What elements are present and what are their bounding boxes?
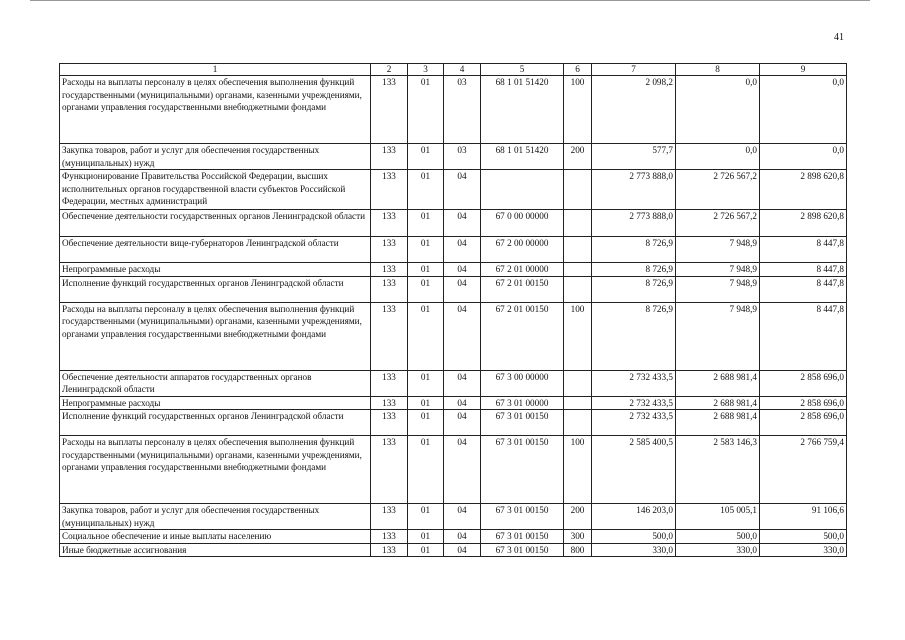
amount-year2-cell: 2 583 146,3 (676, 436, 760, 504)
target-article-cell: 67 3 00 00000 (481, 370, 564, 396)
target-article-cell: 67 2 01 00150 (481, 276, 564, 302)
amount-year2-cell: 7 948,9 (676, 302, 760, 370)
item-name-cell: Непрограммные расходы (60, 263, 371, 277)
section-code-cell: 01 (408, 370, 444, 396)
ministry-code-cell: 133 (371, 263, 408, 277)
amount-year3-cell: 2 858 696,0 (760, 370, 847, 396)
table-row (60, 276, 847, 302)
ministry-code-cell: 133 (371, 170, 408, 210)
amount-year1-cell: 330,0 (592, 543, 676, 557)
section-code-cell: 01 (408, 543, 444, 557)
expense-type-cell (564, 210, 592, 237)
amount-year1-cell: 500,0 (592, 530, 676, 544)
table-row (60, 370, 847, 396)
amount-year2-cell: 2 688 981,4 (676, 370, 760, 396)
table-row (60, 144, 847, 170)
section-code-cell: 01 (408, 210, 444, 237)
amount-year2-cell: 2 726 567,2 (676, 210, 760, 237)
expense-type-cell: 100 (564, 436, 592, 504)
expense-type-cell: 800 (564, 543, 592, 557)
amount-year1-cell: 577,7 (592, 144, 676, 170)
budget-table (59, 63, 847, 557)
expense-type-cell: 200 (564, 504, 592, 530)
table-row (60, 302, 847, 370)
section-code-cell: 01 (408, 504, 444, 530)
expense-type-cell (564, 276, 592, 302)
amount-year3-cell: 2 858 696,0 (760, 396, 847, 410)
table-row (60, 410, 847, 436)
expense-type-cell: 300 (564, 530, 592, 544)
item-name-cell: Непрограммные расходы (60, 396, 371, 410)
target-article-cell: 67 2 01 00000 (481, 263, 564, 277)
target-article-cell: 67 0 00 00000 (481, 210, 564, 237)
header-cell: 8 (676, 64, 760, 76)
item-name-cell: Расходы на выплаты персоналу в целях обеспечения выполнения функций государственными (муниципальными) органами, казенными учреждениями, органами управления государственными внебюджетными фондами (60, 436, 371, 504)
ministry-code-cell: 133 (371, 76, 408, 144)
section-code-cell: 01 (408, 436, 444, 504)
amount-year2-cell: 2 726 567,2 (676, 170, 760, 210)
item-name-cell: Закупка товаров, работ и услуг для обеспечения государственных (муниципальных) нужд (60, 144, 371, 170)
amount-year2-cell: 0,0 (676, 76, 760, 144)
subsection-code-cell: 04 (444, 410, 481, 436)
item-name-cell: Исполнение функций государственных органов Ленинградской области (60, 276, 371, 302)
target-article-cell: 67 3 01 00150 (481, 504, 564, 530)
amount-year2-cell: 7 948,9 (676, 276, 760, 302)
target-article-cell: 67 3 01 00150 (481, 410, 564, 436)
target-article-cell: 68 1 01 51420 (481, 76, 564, 144)
table-row (60, 76, 847, 144)
item-name-cell: Исполнение функций государственных органов Ленинградской области (60, 410, 371, 436)
subsection-code-cell: 04 (444, 530, 481, 544)
expense-type-cell (564, 370, 592, 396)
top-rule (30, 0, 870, 1)
subsection-code-cell: 04 (444, 210, 481, 237)
header-cell: 4 (444, 64, 481, 76)
amount-year3-cell: 8 447,8 (760, 276, 847, 302)
ministry-code-cell: 133 (371, 436, 408, 504)
table-row (60, 170, 847, 210)
target-article-cell: 67 3 01 00000 (481, 396, 564, 410)
amount-year2-cell: 330,0 (676, 543, 760, 557)
subsection-code-cell: 04 (444, 543, 481, 557)
table-row (60, 237, 847, 263)
amount-year1-cell: 2 585 400,5 (592, 436, 676, 504)
subsection-code-cell: 03 (444, 144, 481, 170)
amount-year1-cell: 8 726,9 (592, 263, 676, 277)
amount-year2-cell: 7 948,9 (676, 237, 760, 263)
section-code-cell: 01 (408, 170, 444, 210)
ministry-code-cell: 133 (371, 396, 408, 410)
amount-year2-cell: 0,0 (676, 144, 760, 170)
ministry-code-cell: 133 (371, 504, 408, 530)
item-name-cell: Обеспечение деятельности вице-губернаторов Ленинградской области (60, 237, 371, 263)
header-row (60, 64, 847, 76)
header-cell: 3 (408, 64, 444, 76)
item-name-cell: Расходы на выплаты персоналу в целях обеспечения выполнения функций государственными (муниципальными) органами, казенными учреждениями, органами управления государственными внебюджетными фондами (60, 302, 371, 370)
subsection-code-cell: 04 (444, 302, 481, 370)
section-code-cell: 01 (408, 237, 444, 263)
amount-year1-cell: 2 773 888,0 (592, 210, 676, 237)
item-name-cell: Обеспечение деятельности государственных органов Ленинградской области (60, 210, 371, 237)
amount-year3-cell: 0,0 (760, 76, 847, 144)
ministry-code-cell: 133 (371, 410, 408, 436)
table-row (60, 543, 847, 557)
amount-year1-cell: 8 726,9 (592, 237, 676, 263)
header-cell: 1 (60, 64, 371, 76)
section-code-cell: 01 (408, 530, 444, 544)
item-name-cell: Расходы на выплаты персоналу в целях обеспечения выполнения функций государственными (муниципальными) органами, казенными учреждениями, органами управления государственными внебюджетными фондами (60, 76, 371, 144)
amount-year1-cell: 146 203,0 (592, 504, 676, 530)
table-row (60, 436, 847, 504)
ministry-code-cell: 133 (371, 276, 408, 302)
subsection-code-cell: 04 (444, 396, 481, 410)
item-name-cell: Социальное обеспечение и иные выплаты населению (60, 530, 371, 544)
ministry-code-cell: 133 (371, 530, 408, 544)
ministry-code-cell: 133 (371, 370, 408, 396)
table-row (60, 396, 847, 410)
amount-year3-cell: 2 898 620,8 (760, 210, 847, 237)
target-article-cell: 67 3 01 00150 (481, 543, 564, 557)
target-article-cell: 67 3 01 00150 (481, 436, 564, 504)
item-name-cell: Обеспечение деятельности аппаратов государственных органов Ленинградской области (60, 370, 371, 396)
table-row (60, 263, 847, 277)
target-article-cell: 68 1 01 51420 (481, 144, 564, 170)
section-code-cell: 01 (408, 410, 444, 436)
subsection-code-cell: 04 (444, 276, 481, 302)
amount-year2-cell: 7 948,9 (676, 263, 760, 277)
table-row (60, 504, 847, 530)
header-cell: 9 (760, 64, 847, 76)
amount-year3-cell: 2 898 620,8 (760, 170, 847, 210)
expense-type-cell: 200 (564, 144, 592, 170)
section-code-cell: 01 (408, 263, 444, 277)
amount-year3-cell: 8 447,8 (760, 302, 847, 370)
subsection-code-cell: 03 (444, 76, 481, 144)
amount-year1-cell: 2 732 433,5 (592, 370, 676, 396)
expense-type-cell (564, 170, 592, 210)
expense-type-cell (564, 396, 592, 410)
header-cell: 2 (371, 64, 408, 76)
subsection-code-cell: 04 (444, 170, 481, 210)
amount-year1-cell: 2 732 433,5 (592, 410, 676, 436)
header-cell: 5 (481, 64, 564, 76)
amount-year3-cell: 0,0 (760, 144, 847, 170)
amount-year2-cell: 2 688 981,4 (676, 396, 760, 410)
target-article-cell: 67 2 01 00150 (481, 302, 564, 370)
amount-year2-cell: 2 688 981,4 (676, 410, 760, 436)
section-code-cell: 01 (408, 76, 444, 144)
amount-year1-cell: 2 098,2 (592, 76, 676, 144)
expense-type-cell: 100 (564, 76, 592, 144)
amount-year1-cell: 2 773 888,0 (592, 170, 676, 210)
amount-year1-cell: 8 726,9 (592, 276, 676, 302)
amount-year2-cell: 500,0 (676, 530, 760, 544)
item-name-cell: Иные бюджетные ассигнования (60, 543, 371, 557)
expense-type-cell (564, 410, 592, 436)
subsection-code-cell: 04 (444, 436, 481, 504)
amount-year2-cell: 105 005,1 (676, 504, 760, 530)
section-code-cell: 01 (408, 396, 444, 410)
section-code-cell: 01 (408, 144, 444, 170)
section-code-cell: 01 (408, 276, 444, 302)
ministry-code-cell: 133 (371, 210, 408, 237)
ministry-code-cell: 133 (371, 543, 408, 557)
expense-type-cell (564, 237, 592, 263)
subsection-code-cell: 04 (444, 237, 481, 263)
header-cell: 6 (564, 64, 592, 76)
page-number: 41 (834, 32, 844, 43)
expense-type-cell (564, 263, 592, 277)
amount-year1-cell: 2 732 433,5 (592, 396, 676, 410)
subsection-code-cell: 04 (444, 504, 481, 530)
amount-year1-cell: 8 726,9 (592, 302, 676, 370)
amount-year3-cell: 330,0 (760, 543, 847, 557)
table-row (60, 530, 847, 544)
table-row (60, 210, 847, 237)
expense-type-cell: 100 (564, 302, 592, 370)
target-article-cell (481, 170, 564, 210)
ministry-code-cell: 133 (371, 302, 408, 370)
subsection-code-cell: 04 (444, 263, 481, 277)
ministry-code-cell: 133 (371, 144, 408, 170)
item-name-cell: Функционирование Правительства Российской Федерации, высших исполнительных органов государственной власти субъектов Российской Федерации, местных администраций (60, 170, 371, 210)
section-code-cell: 01 (408, 302, 444, 370)
target-article-cell: 67 3 01 00150 (481, 530, 564, 544)
ministry-code-cell: 133 (371, 237, 408, 263)
amount-year3-cell: 2 766 759,4 (760, 436, 847, 504)
amount-year3-cell: 500,0 (760, 530, 847, 544)
item-name-cell: Закупка товаров, работ и услуг для обеспечения государственных (муниципальных) нужд (60, 504, 371, 530)
amount-year3-cell: 91 106,6 (760, 504, 847, 530)
target-article-cell: 67 2 00 00000 (481, 237, 564, 263)
amount-year3-cell: 8 447,8 (760, 237, 847, 263)
amount-year3-cell: 8 447,8 (760, 263, 847, 277)
subsection-code-cell: 04 (444, 370, 481, 396)
amount-year3-cell: 2 858 696,0 (760, 410, 847, 436)
header-cell: 7 (592, 64, 676, 76)
